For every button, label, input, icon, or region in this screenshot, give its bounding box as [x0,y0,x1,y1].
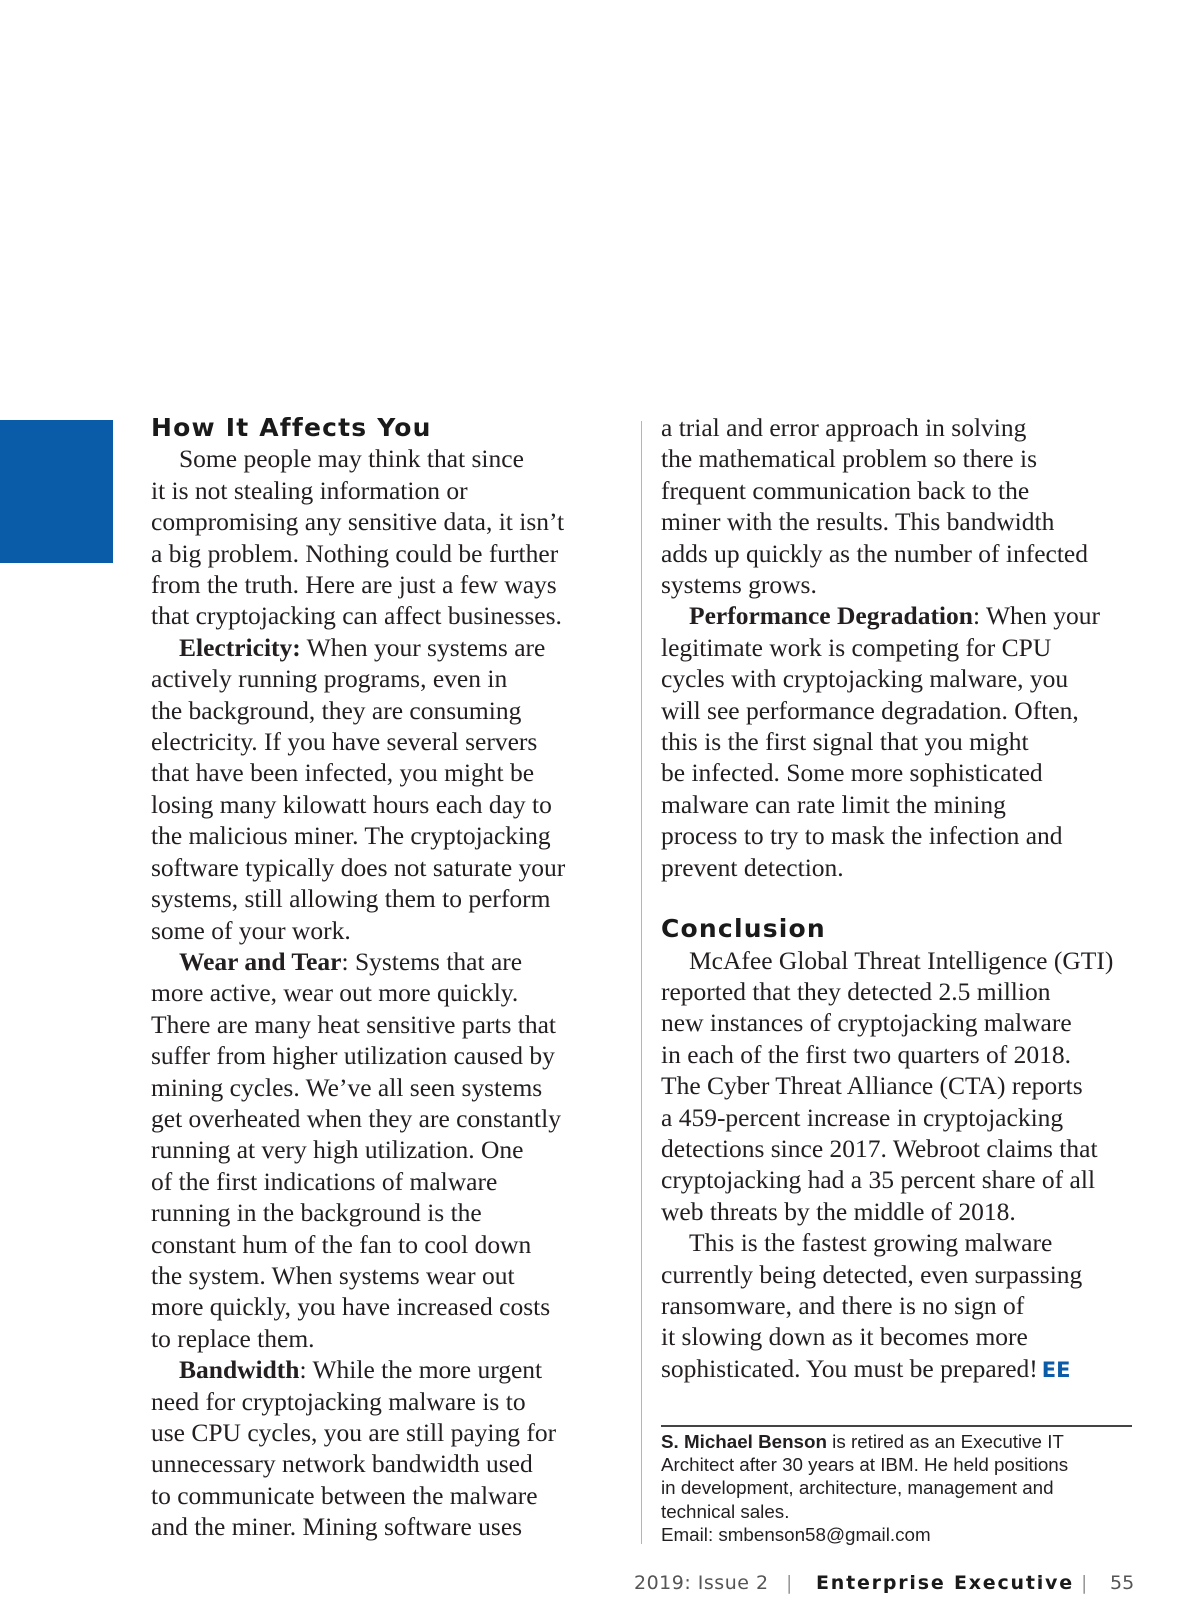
paragraph-line: a trial and error approach in solving [661,413,1027,442]
paragraph-line: new instances of cryptojacking malware [661,1008,1072,1038]
paragraph-text: : When your [972,601,1100,631]
paragraph-line: from the truth. Here are just a few ways [151,570,557,600]
paragraph-line: the system. When systems wear out [151,1260,515,1290]
paragraph-line: that have been infected, you might be [151,758,535,788]
paragraph-line: it slowing down as it becomes more [661,1322,1028,1352]
paragraph-line: and the miner. Mining software uses [151,1512,523,1542]
paragraph-line: the malicious miner. The cryptojacking [151,821,551,851]
paragraph-line: malware can rate limit the mining [661,789,1006,819]
paragraph-line: The Cyber Threat Alliance (CTA) reports [661,1071,1083,1101]
column-divider [641,421,642,1544]
paragraph-line: prevent detection. [661,852,844,882]
term-performance-degradation: Performance Degradation [689,601,973,631]
paragraph-line: McAfee Global Threat Intelligence (GTI) [689,945,1114,975]
paragraph-line: a 459-percent increase in cryptojacking [661,1102,1064,1132]
end-mark-ee: EE [1041,1357,1071,1382]
footer-page-number: 55 [1110,1572,1135,1594]
paragraph-line: more quickly, you have increased costs [151,1292,551,1322]
paragraph-line: of the first indications of malware [151,1166,498,1196]
footer-publication-name: Enterprise Executive [816,1572,1074,1594]
paragraph-line: compromising any sensitive data, it isn’t [151,507,565,537]
paragraph-line: systems grows. [661,570,817,600]
paragraph-line: reported that they detected 2.5 million [661,976,1051,1006]
section-heading-conclusion: Conclusion [661,914,826,944]
paragraph-line: legitimate work is competing for CPU [661,632,1052,662]
paragraph-line: electricity. If you have several servers [151,727,538,757]
paragraph-line: unnecessary network bandwidth used [151,1449,533,1479]
paragraph-line [661,1353,1141,1386]
paragraph-line: in each of the first two quarters of 2018. [661,1039,1072,1069]
term-electricity: Electricity: [179,632,301,662]
paragraph-line: currently being detected, even surpassing [661,1259,1083,1289]
page-footer [0,1572,1200,1602]
section-spacer [661,883,1141,913]
bio-divider [661,1425,1132,1427]
paragraph-line: more active, wear out more quickly. [151,978,519,1008]
paragraph-line: get overheated when they are constantly [151,1103,561,1133]
paragraph-line: frequent communication back to the [661,475,1030,505]
paragraph-line: be infected. Some more sophisticated [661,758,1043,788]
footer-separator: | [786,1572,793,1594]
paragraph-line: software typically does not saturate your [151,852,566,882]
paragraph-line [151,946,631,977]
paragraph-line: constant hum of the fan to cool down [151,1229,532,1259]
paragraph-line: will see performance degradation. Often, [661,695,1079,725]
paragraph-line: suffer from higher utilization caused by [151,1041,555,1071]
paragraph-line [661,600,1141,631]
term-wear-and-tear: Wear and Tear [179,946,342,976]
paragraph-line: This is the fastest growing malware [689,1228,1053,1258]
paragraph-line: There are many heat sensitive parts that [151,1009,556,1039]
footer-separator: | [1081,1572,1088,1594]
paragraph-line: systems, still allowing them to perform [151,884,551,914]
paragraph-line: to communicate between the malware [151,1480,538,1510]
paragraph-line: some of your work. [151,915,351,945]
paragraph-line [151,632,631,663]
paragraph-line: cryptojacking had a 35 percent share of all [661,1165,1096,1195]
accent-color-block [0,420,113,563]
paragraph-text: : Systems that are [341,946,523,976]
paragraph-line: running at very high utilization. One [151,1135,524,1165]
paragraph-text: When your systems are [300,632,546,662]
paragraph-line: web threats by the middle of 2018. [661,1196,1016,1226]
paragraph-line: use CPU cycles, you are still paying for [151,1418,557,1447]
term-bandwidth: Bandwidth [179,1355,300,1385]
section-heading-how-it-affects-you: How It Affects You [151,413,432,442]
paragraph-line: need for cryptojacking malware is to [151,1386,526,1416]
paragraph-text: : While the more urgent [299,1355,543,1385]
paragraph-line: cycles with cryptojacking malware, you [661,664,1069,694]
paragraph-line: adds up quickly as the number of infected [661,538,1089,568]
paragraph-line: that cryptojacking can affect businesses. [151,601,562,631]
paragraph-line: losing many kilowatt hours each day to [151,789,552,819]
paragraph-line: running in the background is the [151,1198,482,1228]
paragraph-line: this is the first signal that you might [661,727,1029,757]
paragraph-line: actively running programs, even in [151,664,508,694]
paragraph-line: detections since 2017. Webroot claims that [661,1133,1098,1163]
bio-email: Email: smbenson58@gmail.com [661,1523,931,1545]
paragraph-line [151,1354,631,1385]
bio-text: is retired as an Executive IT [826,1431,1064,1452]
bio-line [661,1430,1141,1453]
paragraph-text: sophisticated. You must be prepared! [661,1353,1038,1383]
footer-issue: 2019: Issue 2 [634,1572,769,1594]
paragraph-line: a big problem. Nothing could be further [151,538,559,568]
author-name: S. Michael Benson [661,1431,827,1452]
left-column [151,412,631,1543]
paragraph-line: mining cycles. We’ve all seen systems [151,1072,543,1102]
paragraph-line: the background, they are consuming [151,695,522,725]
author-bio [661,1430,1141,1546]
right-column [661,412,1141,1386]
bio-line: technical sales. [661,1500,790,1522]
paragraph-line: the mathematical problem so there is [661,444,1038,474]
paragraph-line: Some people may think that since [179,444,524,474]
bio-line: in development, architecture, management and [661,1477,1054,1499]
bio-line: Architect after 30 years at IBM. He held positions [661,1454,1069,1476]
paragraph-line: to replace them. [151,1323,315,1353]
paragraph-line: ransomware, and there is no sign of [661,1290,1025,1320]
paragraph-line: it is not stealing information or [151,475,468,505]
paragraph-line: process to try to mask the infection and [661,821,1063,851]
paragraph-line: miner with the results. This bandwidth [661,507,1055,537]
